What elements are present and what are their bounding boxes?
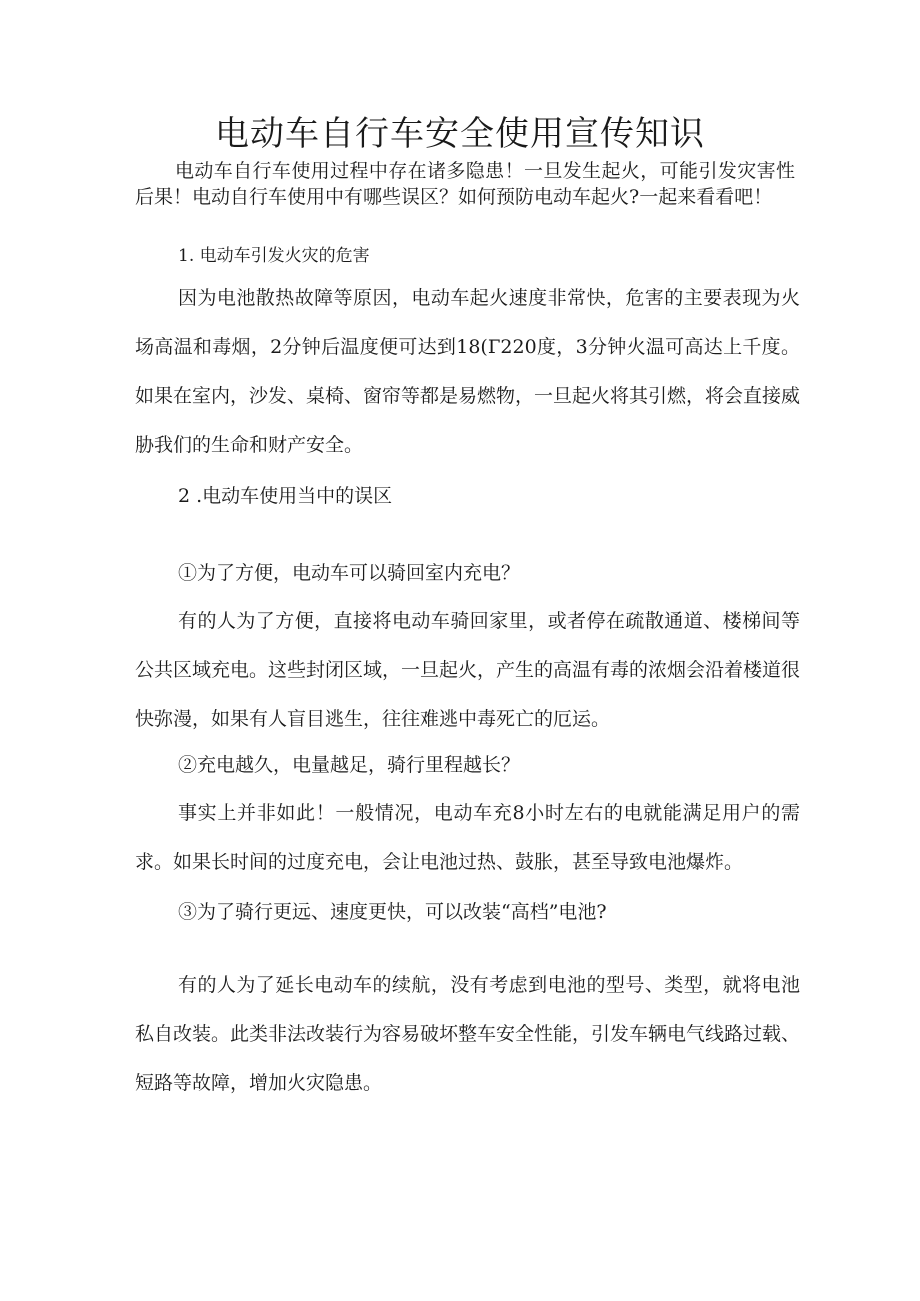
misconception-1-answer: 有的人为了方便，直接将电动车骑回家里，或者停在疏散通道、楼梯间等公共区域充电。这些封闭区域，一旦起火，产生的高温有毒的浓烟会沿着楼道很快弥漫，如果有人盲目逃生，往往难逃中毒死亡的厄运。 — [135, 610, 801, 730]
misconception-2-question: ②充电越久，电量越足，骑行里程越长？ — [178, 754, 521, 776]
misconception-3-question: ③为了骑行更远、速度更快，可以改装“高档”电池? — [178, 901, 607, 923]
misconception-1-question: ①为了方便，电动车可以骑回室内充电？ — [178, 562, 521, 584]
section-2-heading: 2 .电动车使用当中的误区 — [178, 485, 393, 507]
misconception-2-answer: 事实上并非如此！一般情况，电动车充8小时左右的电就能满足用户的需求。如果长时间的过度充电，会让电池过热、鼓胀，甚至导致电池爆炸。 — [135, 802, 800, 873]
intro-paragraph: 电动车自行车使用过程中存在诸多隐患！一旦发生起火，可能引发灾害性后果！电动自行车使用中有哪些误区？如何预防电动车起火?一起来看看吧！ — [135, 160, 795, 208]
misconception-3-answer: 有的人为了延长电动车的续航，没有考虑到电池的型号、类型，就将电池私自改装。此类非法改装行为容易破坏整车安全性能，引发车辆电气线路过载、短路等故障，增加火灾隐患。 — [135, 974, 801, 1094]
section-1-heading: 1. 电动车引发火灾的危害 — [178, 246, 370, 266]
document-title: 电动车自行车安全使用宣传知识 — [215, 114, 705, 154]
section-1-body: 因为电池散热故障等原因，电动车起火速度非常快，危害的主要表现为火场高温和毒烟，2分钟后温度便可达到18(Г220度，3分钟火温可高达上千度。如果在室内，沙发、桌椅、窗帘等都是易燃物，一旦起火将其引燃，将会直接威胁我们的生命和财产安全。 — [135, 287, 801, 456]
